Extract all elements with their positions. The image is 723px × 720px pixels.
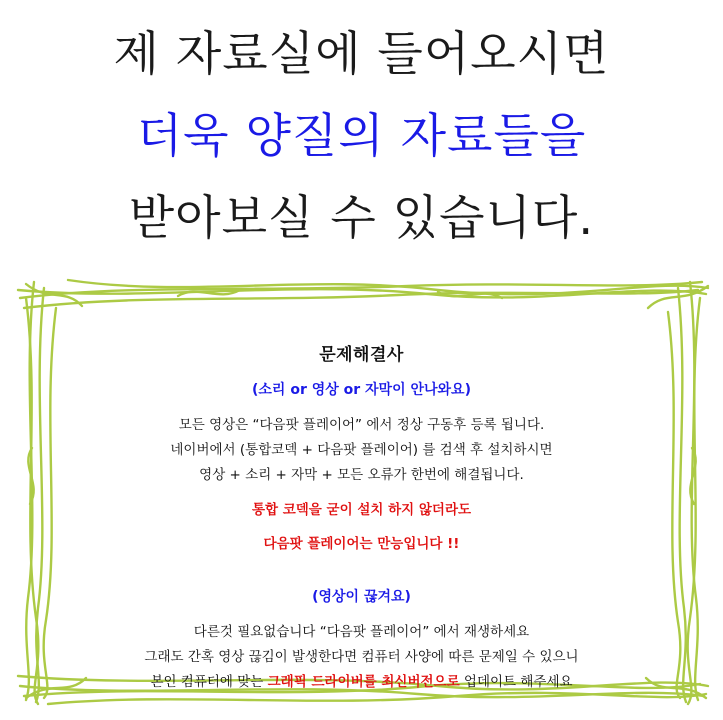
- headline-line-2: 더욱 양질의 자료들을: [136, 109, 587, 164]
- section2-line-3-suffix: 업데이트 해주세요: [459, 674, 573, 690]
- section2-line-2: 그래도 간혹 영상 끊김이 발생한다면 컴퓨터 사양에 따른 문제일 수 있으니: [144, 649, 579, 665]
- body-content: [30, 300, 693, 695]
- section2-line-3-prefix: 본인 컴퓨터에 맞는: [150, 674, 268, 690]
- section1-line-2: 네이버에서 (통합코덱 + 다음팟 플레이어) 를 검색 후 설치하시면: [170, 442, 553, 458]
- headline-block: [0, 14, 723, 260]
- headline-line-3: 받아보실 수 있습니다.: [128, 191, 595, 246]
- section-divider: [30, 556, 693, 586]
- section1-line-3: 영상 + 소리 + 자막 + 모든 오류가 한번에 해결됩니다.: [199, 467, 524, 483]
- section1-line-1: 모든 영상은 “다음팟 플레이어” 에서 정상 구동후 등록 됩니다.: [178, 417, 545, 433]
- section1-warn-1: 통합 코덱을 굳이 설치 하지 않더라도: [251, 502, 472, 518]
- section2-line-3-highlight: 그래픽 드라이버를 최신버전으로: [267, 674, 460, 690]
- section1-subhead: (소리 or 영상 or 자막이 안나와요): [252, 382, 471, 398]
- section2-line-3: [30, 670, 693, 695]
- headline-line-1: 제 자료실에 들어오시면: [113, 27, 610, 82]
- section2-line-1: 다른것 필요없습니다 “다음팟 플레이어” 에서 재생하세요: [193, 624, 530, 640]
- body-title: 문제해결사: [319, 345, 404, 365]
- section2-subhead: (영상이 끊겨요): [312, 589, 411, 605]
- section1-warn-2: 다음팟 플레이어는 만능입니다 !!: [263, 536, 460, 552]
